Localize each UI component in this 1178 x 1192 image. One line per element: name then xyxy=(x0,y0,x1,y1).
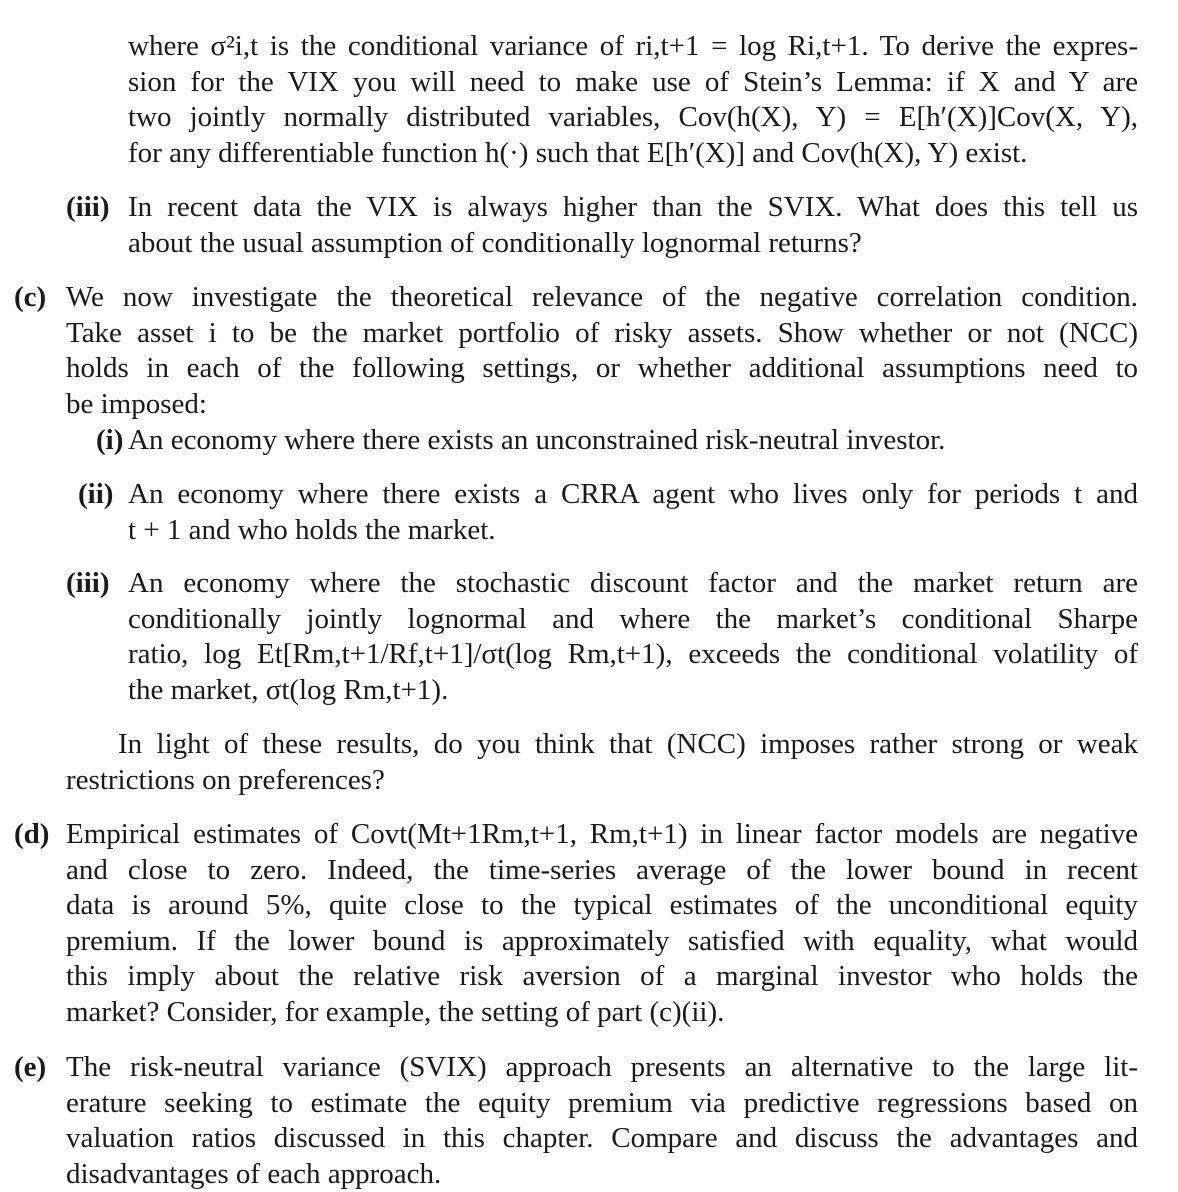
part-d-line-5: this imply about the relative risk aversion of a marginal investor who holds the xyxy=(66,960,1138,992)
b-iii-line-2: about the usual assumption of conditionally lognormal returns? xyxy=(128,226,862,259)
part-c-line-2: Take asset i to be the market portfolio of risky assets. Show whether or not (NCC) xyxy=(66,316,1138,349)
c-i-line-1: An economy where there exists an unconstrained risk-neutral investor. xyxy=(128,424,946,456)
c-iii-label: (iii) xyxy=(66,567,110,599)
part-c-text xyxy=(66,280,1138,422)
part-e-line-3: valuation ratios discussed in this chapter. Compare and discuss the advantages and xyxy=(66,1122,1138,1154)
c-ii-line-1: An economy where there exists a CRRA agent who lives only for periods t and xyxy=(128,478,1138,510)
part-c-line-3: holds in each of the following settings, or whether additional assumptions need to xyxy=(66,352,1138,384)
c-after-line-1: In light of these results, do you think that (NCC) imposes rather strong or weak xyxy=(118,728,1138,760)
part-d-label: (d) xyxy=(14,818,50,850)
part-d-line-6: market? Consider, for example, the setting of part (c)(ii). xyxy=(66,995,725,1028)
part-c-line-4: be imposed: xyxy=(66,387,207,420)
part-e-line-4: disadvantages of each approach. xyxy=(66,1157,442,1190)
c-i-text xyxy=(128,423,1138,459)
c-iii-line-4: the market, σt(log Rm,t+1). xyxy=(128,673,449,706)
c-after-line-2: restrictions on preferences? xyxy=(66,763,385,796)
intro-line-3: two jointly normally distributed variables, Cov(h(X), Y) = E[h′(X)]Cov(X, Y), xyxy=(128,101,1138,133)
part-e-text xyxy=(66,1050,1138,1192)
part-e-line-1: The risk-neutral variance (SVIX) approach presents an alternative to the large lit- xyxy=(66,1051,1138,1083)
c-after-paragraph xyxy=(66,727,1138,798)
part-d-line-4: premium. If the lower bound is approximately satisfied with equality, what would xyxy=(66,924,1138,957)
intro-paragraph xyxy=(128,29,1138,171)
part-d-line-1: Empirical estimates of Covt(Mt+1Rm,t+1, Rm,t+1) in linear factor models are negative xyxy=(66,818,1138,850)
c-iii-text xyxy=(128,566,1138,708)
c-iii-line-3: ratio, log Et[Rm,t+1/Rf,t+1]/σt(log Rm,t+1), exceeds the conditional volatility of xyxy=(128,638,1138,670)
c-iii-line-1: An economy where the stochastic discount factor and the market return are xyxy=(128,567,1138,599)
c-iii-line-2: conditionally jointly lognormal and where the market’s conditional Sharpe xyxy=(128,602,1138,635)
part-d-line-2: and close to zero. Indeed, the time-series average of the lower bound in recent xyxy=(66,853,1138,886)
intro-line-1: where σ²i,t is the conditional variance of ri,t+1 = log Ri,t+1. To derive the expres- xyxy=(128,30,1138,62)
part-c-label: (c) xyxy=(14,281,47,313)
intro-line-2: sion for the VIX you will need to make use of Stein’s Lemma: if X and Y are xyxy=(128,65,1138,98)
c-ii-label: (ii) xyxy=(78,478,114,510)
part-c-line-1: We now investigate the theoretical relevance of the negative correlation condition. xyxy=(66,281,1138,313)
c-ii-line-2: t + 1 and who holds the market. xyxy=(128,513,496,546)
part-e-label: (e) xyxy=(14,1051,47,1083)
intro-line-4: for any differentiable function h(·) such that E[h′(X)] and Cov(h(X), Y) exist. xyxy=(128,136,1028,169)
part-d-text xyxy=(66,817,1138,1030)
part-d-line-3: data is around 5%, quite close to the typical estimates of the unconditional equity xyxy=(66,889,1138,921)
part-e-line-2: erature seeking to estimate the equity premium via predictive regressions based on xyxy=(66,1086,1138,1119)
c-i-label: (i) xyxy=(96,424,124,456)
b-iii-text xyxy=(128,190,1138,261)
b-iii-line-1: In recent data the VIX is always higher than the SVIX. What does this tell us xyxy=(128,191,1138,223)
b-iii-label: (iii) xyxy=(66,191,110,223)
c-ii-text xyxy=(128,477,1138,548)
